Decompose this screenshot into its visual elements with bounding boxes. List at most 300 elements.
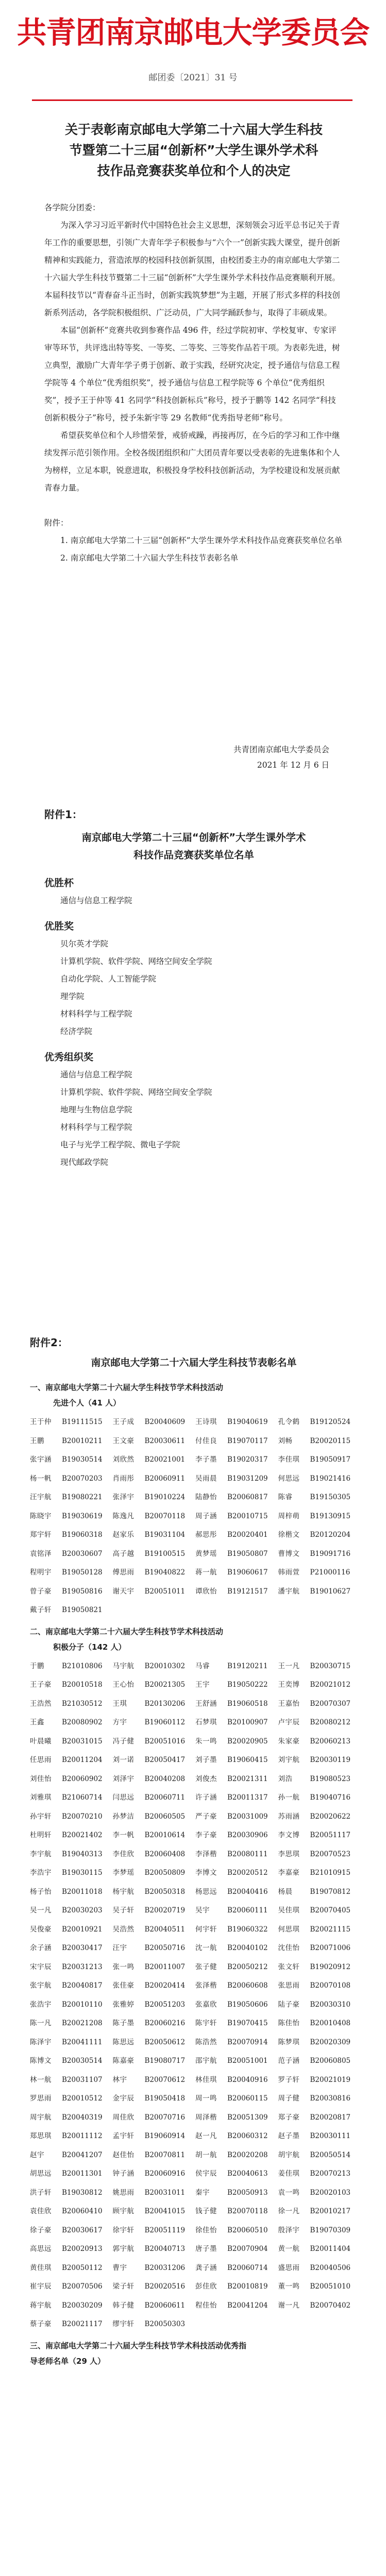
student-name: 高思远 <box>30 2245 52 2253</box>
student-id: B19050418 <box>144 2094 186 2103</box>
student-name: 张雅婷 <box>112 2000 135 2009</box>
student-id: B20031206 <box>144 2263 186 2272</box>
list-item <box>113 1563 193 1582</box>
list-item <box>30 1958 110 1977</box>
student-name: 李子墨 <box>195 1455 217 1464</box>
list-item <box>30 1450 110 1469</box>
student-id: B19130915 <box>310 1512 351 1520</box>
list-item <box>30 1807 110 1826</box>
student-name: 杜明轩 <box>30 1831 52 1839</box>
student-id: B19050821 <box>62 1606 103 1614</box>
student-name: 李子豪 <box>195 1831 217 1839</box>
student-id: B19111515 <box>62 1418 103 1426</box>
student-name: 金宇辰 <box>112 2094 135 2103</box>
list-item <box>278 2183 358 2202</box>
award-unit: 通信与信息工程学院 <box>60 1070 132 1079</box>
letterhead-title: 共青团南京邮电大学委员会 <box>16 15 370 50</box>
list-item <box>278 2240 358 2259</box>
student-id: B20030715 <box>310 1662 351 1670</box>
student-id: B19080717 <box>144 2057 186 2065</box>
list-item <box>113 2296 193 2315</box>
student-id: B20010211 <box>62 1436 103 1445</box>
list-item <box>278 2108 358 2127</box>
student-id: B20050913 <box>227 2188 268 2197</box>
student-id: B19040313 <box>62 1850 103 1858</box>
student-name <box>195 1601 227 1620</box>
student-name: 唐子墨 <box>195 2245 217 2253</box>
attachment-item: 2. 南京邮电大学第二十六届大学生科技节表彰名单 <box>60 553 239 563</box>
list-item <box>278 2033 358 2052</box>
student-id: B20010819 <box>227 2282 268 2291</box>
student-name: 李文博 <box>278 1831 300 1839</box>
student-name: 蒋一航 <box>195 1568 217 1577</box>
student-id: B19040619 <box>227 1418 268 1426</box>
student-id: B19050606 <box>227 2000 268 2009</box>
student-name: 刘宇航 <box>278 1756 300 1764</box>
student-id: B20010518 <box>62 1681 103 1689</box>
student-name: 韩子健 <box>112 2301 135 2310</box>
student-id: B19050917 <box>310 1455 351 1464</box>
student-id: B19060322 <box>227 1925 268 1934</box>
student-name: 方宇 <box>112 1718 127 1726</box>
list-item <box>195 1788 275 1807</box>
student-name: 李嘉豪 <box>278 1869 300 1877</box>
list-item <box>278 1469 358 1488</box>
student-name: 徐佳怡 <box>195 2226 217 2234</box>
student-id: B20030611 <box>144 1436 186 1445</box>
decision-title-line: 技作品竞赛获奖单位和个人的决定 <box>97 163 291 178</box>
list-item <box>195 1958 275 1977</box>
student-id: B19070415 <box>227 2019 268 2027</box>
list-item <box>278 1770 358 1789</box>
student-name: 何思远 <box>278 1474 300 1483</box>
student-name: 林宇 <box>112 2075 127 2084</box>
list-item <box>30 2296 110 2315</box>
student-id: B20010715 <box>227 1512 268 1520</box>
student-id: B20011007 <box>144 1962 186 1971</box>
list-item <box>195 1901 275 1920</box>
red-divider <box>32 99 353 101</box>
list-item <box>30 1488 110 1507</box>
student-name: 谭欣怡 <box>195 1587 217 1596</box>
list-item <box>113 2052 193 2071</box>
student-id: B20051119 <box>144 2226 186 2234</box>
student-name: 杨晨 <box>278 1887 293 1896</box>
list-item <box>113 1845 193 1864</box>
student-id: B20040511 <box>144 1925 186 1934</box>
list-item <box>113 1863 193 1883</box>
list-item <box>195 1488 275 1507</box>
student-id: B20070506 <box>62 2282 103 2291</box>
list-item <box>30 1732 110 1751</box>
list-item <box>30 2014 110 2033</box>
list-item <box>113 2108 193 2127</box>
list-item <box>195 1545 275 1564</box>
student-name: 苏雨涵 <box>278 1812 300 1821</box>
list-item <box>278 1826 358 1845</box>
student-name: 赵佳怡 <box>112 2150 135 2159</box>
student-id: B20030816 <box>310 2094 351 2103</box>
list-item <box>113 2146 193 2165</box>
award-unit: 计算机学院、软件学院、网络空间安全学院 <box>60 957 212 966</box>
student-id: B20011404 <box>310 2245 351 2253</box>
student-name: 马宇航 <box>112 1662 135 1670</box>
student-name: 曹博文 <box>278 1549 300 1558</box>
student-id: B19100515 <box>144 1549 186 1558</box>
student-name: 胡思远 <box>30 2170 52 2178</box>
student-name: 郑思琪 <box>30 2132 52 2140</box>
student-id: B20040319 <box>62 2113 103 2122</box>
student-name: 王文豪 <box>112 1436 135 1445</box>
student-name: 徐楷文 <box>278 1531 300 1539</box>
student-name: 梁子轩 <box>112 2282 135 2291</box>
attachment-2 <box>30 1334 358 2369</box>
student-id: B19120524 <box>310 1418 351 1426</box>
section-3-heading: 三、南京邮电大学第二十六届大学生科技节学术科技活动优秀指 <box>30 2341 247 2350</box>
student-id: B20020905 <box>227 1737 268 1745</box>
attachment-2-label: 附件2： <box>30 1336 68 1349</box>
list-item <box>195 1657 275 1676</box>
list-item <box>195 1732 275 1751</box>
student-name: 黄佳琪 <box>30 2263 52 2272</box>
list-item <box>195 1770 275 1789</box>
student-name: 王嘉怡 <box>278 1699 300 1708</box>
student-id: B20060408 <box>144 1850 186 1858</box>
student-name: 任思雨 <box>30 1756 52 1764</box>
student-id: B20031009 <box>227 1812 268 1821</box>
student-name: 周子健 <box>278 2094 300 2103</box>
student-name <box>278 1601 310 1620</box>
list-item <box>113 1582 193 1601</box>
list-item <box>30 1545 110 1564</box>
student-name: 黄梦瑶 <box>195 1549 217 1558</box>
list-item <box>195 2202 275 2221</box>
student-name: 冯子健 <box>112 1737 135 1745</box>
student-id: B20040713 <box>144 2245 186 2253</box>
list-item <box>30 1563 110 1582</box>
body-paragraph: 本届“创新杯”竞赛共收到参赛作品 496 件，经过学院初审、学校复审、专家评审等环节，共评选出特等奖、一等奖、二等奖、三等奖作品若干项。为表彰先进，树立典型，激励广大青年学子勇于创新、敢于实践，经研究决定，授予通信与信息工程学院等 4 个单位“优秀组织奖”，授予通信与信息工程学院等 6 个单位“优秀组织奖”，授予王于仲等 41 名同学“科技创新标兵”称号，授予于鹏等 142 名同学“科技创新积极分子”称号，授予朱新宇等 29 名教师“优秀指导老师”称号。 <box>44 326 340 422</box>
student-name: 李浩宇 <box>30 1869 52 1877</box>
student-name: 张子健 <box>195 1962 217 1971</box>
student-id: B21010915 <box>310 1869 351 1877</box>
list-item <box>278 1582 358 1601</box>
decision-notice <box>44 120 343 567</box>
list-item <box>113 2202 193 2221</box>
student-id: B20030209 <box>62 2301 103 2310</box>
student-name: 蔡子豪 <box>30 2320 52 2328</box>
award-unit: 理学院 <box>60 992 85 1001</box>
list-item <box>113 2127 193 2146</box>
list-item <box>30 1939 110 1958</box>
list-item <box>30 2127 110 2146</box>
attachment-1-title-line: 科技作品竞赛获奖单位名单 <box>133 849 254 861</box>
student-name: 崔宇辰 <box>30 2282 52 2291</box>
salutation: 各学院分团委： <box>44 203 100 212</box>
student-id: B19060617 <box>227 1568 268 1577</box>
student-id: B20041111 <box>62 2038 103 2046</box>
student-name: 叶晨曦 <box>30 1737 52 1745</box>
list-item <box>278 2089 358 2108</box>
list-item <box>195 2108 275 2127</box>
list-item <box>30 1788 110 1807</box>
list-item <box>113 1432 193 1451</box>
student-id: B20050112 <box>62 2263 103 2272</box>
award-unit: 贝尔英才学院 <box>60 939 109 948</box>
list-item <box>30 1826 110 1845</box>
student-name: 刘欣然 <box>112 1455 135 1464</box>
student-name: 陈逸凡 <box>112 1512 135 1520</box>
student-name: 陈博文 <box>30 2057 52 2065</box>
list-item <box>113 1713 193 1732</box>
list-item <box>278 1883 358 1902</box>
student-name: 李泽楷 <box>195 1850 217 1858</box>
list-item <box>278 2202 358 2221</box>
student-name: 潘宇航 <box>278 1587 300 1596</box>
student-name: 何思琪 <box>278 1925 300 1934</box>
student-name <box>195 2315 227 2334</box>
student-name <box>113 1601 145 1620</box>
list-item <box>113 1958 193 1977</box>
student-name: 汪宇航 <box>30 1493 52 1501</box>
student-id: B19070812 <box>310 1887 351 1896</box>
list-item <box>195 1432 275 1451</box>
student-id: B20050514 <box>310 2150 351 2159</box>
list-item <box>278 1657 358 1676</box>
list-item <box>113 1976 193 1995</box>
student-id: B20011018 <box>62 1887 103 1896</box>
student-id: B19120211 <box>227 1662 268 1670</box>
student-name: 王一凡 <box>278 1662 300 1670</box>
student-name: 李梦瑶 <box>112 1869 135 1877</box>
student-name: 缪宇轩 <box>112 2320 135 2328</box>
student-name: 罗子轩 <box>278 2075 300 2084</box>
list-item <box>195 2240 275 2259</box>
decision-title-line: 节暨第二十三届“创新杯”大学生课外学术科 <box>69 143 318 158</box>
student-name: 王鹏 <box>30 1436 44 1445</box>
list-item <box>278 1995 358 2014</box>
student-name: 张一鸣 <box>112 1962 135 1971</box>
student-id: B20080111 <box>227 1850 268 1858</box>
student-name: 严子豪 <box>195 1812 217 1821</box>
student-name: 陈一凡 <box>30 2019 52 2027</box>
list-item <box>113 1526 193 1545</box>
list-item <box>113 2277 193 2296</box>
document-number: 邮团委〔2021〕31 号 <box>148 73 238 83</box>
list-item <box>30 1883 110 1902</box>
list-item <box>113 1507 193 1526</box>
list-item <box>30 2108 110 2127</box>
list-item <box>278 1901 358 1920</box>
list-item <box>195 1845 275 1864</box>
student-name: 付佳良 <box>195 1436 217 1445</box>
student-name: 戴子轩 <box>30 1606 52 1614</box>
list-item <box>278 1863 358 1883</box>
list-item <box>30 2033 110 2052</box>
list-item <box>195 2033 275 2052</box>
student-name: 陈梦琪 <box>278 2038 300 2046</box>
student-name: 卢宇辰 <box>278 1718 300 1726</box>
list-item <box>195 2071 275 2090</box>
list-item <box>195 1939 275 1958</box>
issuing-organization: 共青团南京邮电大学委员会 <box>233 745 329 754</box>
student-id: B20030111 <box>310 2132 351 2140</box>
list-item <box>30 1507 110 1526</box>
list-item <box>278 1788 358 1807</box>
student-name: 徐宇轩 <box>112 2226 135 2234</box>
student-name: 刘泽宇 <box>112 1774 135 1783</box>
student-name: 赵一凡 <box>195 2132 217 2140</box>
student-name: 朱家豪 <box>278 1737 300 1745</box>
student-name: 周佳欣 <box>112 2113 135 2122</box>
list-item <box>30 1694 110 1714</box>
list-item <box>30 1751 110 1770</box>
list-item <box>113 1807 193 1826</box>
student-id: B20070213 <box>310 2170 351 2178</box>
student-name: 何宇轩 <box>195 1925 217 1934</box>
student-id: B20021012 <box>310 1681 351 1689</box>
student-name: 张泽楷 <box>195 1981 217 1990</box>
section-1-heading: 一、南京邮电大学第二十六届大学生科技节学术科技活动 <box>30 1383 224 1392</box>
list-item <box>113 1920 193 1939</box>
list-item <box>30 2089 110 2108</box>
student-id: B19031104 <box>144 1531 186 1539</box>
list-item <box>195 1601 275 1620</box>
list-item <box>30 2183 110 2202</box>
list-item <box>278 2164 358 2183</box>
student-id: B19031209 <box>227 1474 268 1483</box>
student-name: 罗思雨 <box>30 2094 52 2103</box>
student-name: 董一鸣 <box>278 2282 300 2291</box>
student-name: 赵子墨 <box>278 2132 300 2140</box>
list-item <box>30 2202 110 2221</box>
student-name: 陈宇轩 <box>195 2019 217 2027</box>
student-id: B20130206 <box>144 1699 186 1708</box>
list-item <box>195 1526 275 1545</box>
student-name: 傅思雨 <box>112 1568 135 1577</box>
student-id: B20021019 <box>310 2075 351 2084</box>
student-name: 韩雨萱 <box>278 1568 300 1577</box>
list-item <box>30 2221 110 2240</box>
student-name: 杨思远 <box>195 1887 217 1896</box>
student-id: B20100907 <box>227 1718 268 1726</box>
student-id: B20021115 <box>310 1925 351 1934</box>
student-id: B20030514 <box>62 2057 103 2065</box>
student-name: 郝思彤 <box>195 1531 217 1539</box>
student-name: 陈浩然 <box>195 2038 217 2046</box>
student-name: 周一鸣 <box>195 2094 217 2103</box>
student-name: 朱一鸣 <box>195 1737 217 1745</box>
list-item <box>30 1920 110 1939</box>
student-id: B20010302 <box>144 1662 186 1670</box>
student-id: B20070118 <box>227 2207 268 2215</box>
list-item <box>113 1469 193 1488</box>
student-id: B20020622 <box>310 1812 351 1821</box>
student-name: 彭佳欣 <box>195 2282 217 2291</box>
student-name: 李佳琪 <box>278 1455 300 1464</box>
list-item <box>195 1976 275 1995</box>
student-name: 闫思远 <box>112 1793 135 1802</box>
student-name: 孙一航 <box>278 1793 300 1802</box>
student-id: B20050612 <box>144 2038 186 2046</box>
list-item <box>30 1845 110 1864</box>
award-unit: 材料科学与工程学院 <box>60 1123 132 1132</box>
list-item <box>30 2071 110 2090</box>
student-id: B19010627 <box>310 1587 351 1596</box>
student-name: 洪子轩 <box>30 2188 52 2197</box>
student-id: B20030310 <box>310 2000 351 2009</box>
attachment-label: 附件： <box>44 518 69 528</box>
list-item <box>195 1507 275 1526</box>
student-name: 刘佳怡 <box>30 1774 52 1783</box>
student-id: B19070117 <box>227 1436 268 1445</box>
student-id: B20010614 <box>144 1831 186 1839</box>
student-id: B20030417 <box>62 1944 103 1952</box>
student-id: B20050716 <box>144 1944 186 1952</box>
student-name: 杨一帆 <box>30 1474 52 1483</box>
student-name: 李宇航 <box>30 1850 52 1858</box>
student-id: B20051309 <box>227 2113 268 2122</box>
list-item <box>278 2259 358 2278</box>
student-id: B20060216 <box>144 2019 186 2027</box>
student-id: B19040822 <box>144 1568 186 1577</box>
student-id: B20051203 <box>144 2000 186 2009</box>
student-id: B20070405 <box>310 1906 351 1914</box>
student-name: 王诗琪 <box>195 1418 217 1426</box>
student-name: 侯宇辰 <box>195 2170 217 2178</box>
student-id: B20060916 <box>144 2170 186 2178</box>
student-id: B20070612 <box>144 2075 186 2084</box>
student-id: B20031011 <box>144 2188 186 2197</box>
student-name: 王子豪 <box>30 1681 52 1689</box>
student-name: 郑宇轩 <box>30 1531 52 1539</box>
student-name: 徐子豪 <box>30 2226 52 2234</box>
student-name: 陆静怡 <box>195 1493 217 1501</box>
student-name: 沈佳怡 <box>278 1944 300 1952</box>
list-item <box>278 2277 358 2296</box>
list-item <box>113 1770 193 1789</box>
list-item <box>195 1413 275 1432</box>
student-id: B20060911 <box>144 1474 186 1483</box>
student-id: B20010110 <box>62 2000 103 2009</box>
student-id: B20040613 <box>227 2170 268 2178</box>
student-name: 陈子墨 <box>112 2019 135 2027</box>
list-item <box>278 2014 358 2033</box>
list-item <box>113 2259 193 2278</box>
student-name: 袁佳欣 <box>30 2207 52 2215</box>
award-unit: 地理与生物信息学院 <box>60 1105 132 1114</box>
student-id: B20041207 <box>62 2150 103 2159</box>
attachment-1-title-line: 南京邮电大学第二十三届“创新杯”大学生课外学术 <box>81 832 306 843</box>
list-item <box>30 1863 110 1883</box>
student-id: B20011301 <box>62 2170 103 2178</box>
list-item <box>113 1901 193 1920</box>
student-name: 张思雨 <box>278 1981 300 1990</box>
student-id: B20070210 <box>62 1812 103 1821</box>
student-id: B19060914 <box>144 2132 186 2140</box>
signature-block <box>233 742 329 773</box>
student-name: 张宇涵 <box>30 1455 52 1464</box>
student-name: 吴浩然 <box>112 1925 135 1934</box>
student-name: 孙宇轩 <box>30 1812 52 1821</box>
list-item <box>30 1657 110 1676</box>
award-unit: 自动化学院、人工智能学院 <box>60 974 157 984</box>
list-item <box>30 1413 110 1432</box>
student-name: 王舒涵 <box>195 1699 217 1708</box>
list-item <box>195 1694 275 1714</box>
student-id: B19050222 <box>227 1681 268 1689</box>
student-id: B19080523 <box>310 1774 351 1783</box>
student-id: P21000116 <box>310 1568 350 1577</box>
